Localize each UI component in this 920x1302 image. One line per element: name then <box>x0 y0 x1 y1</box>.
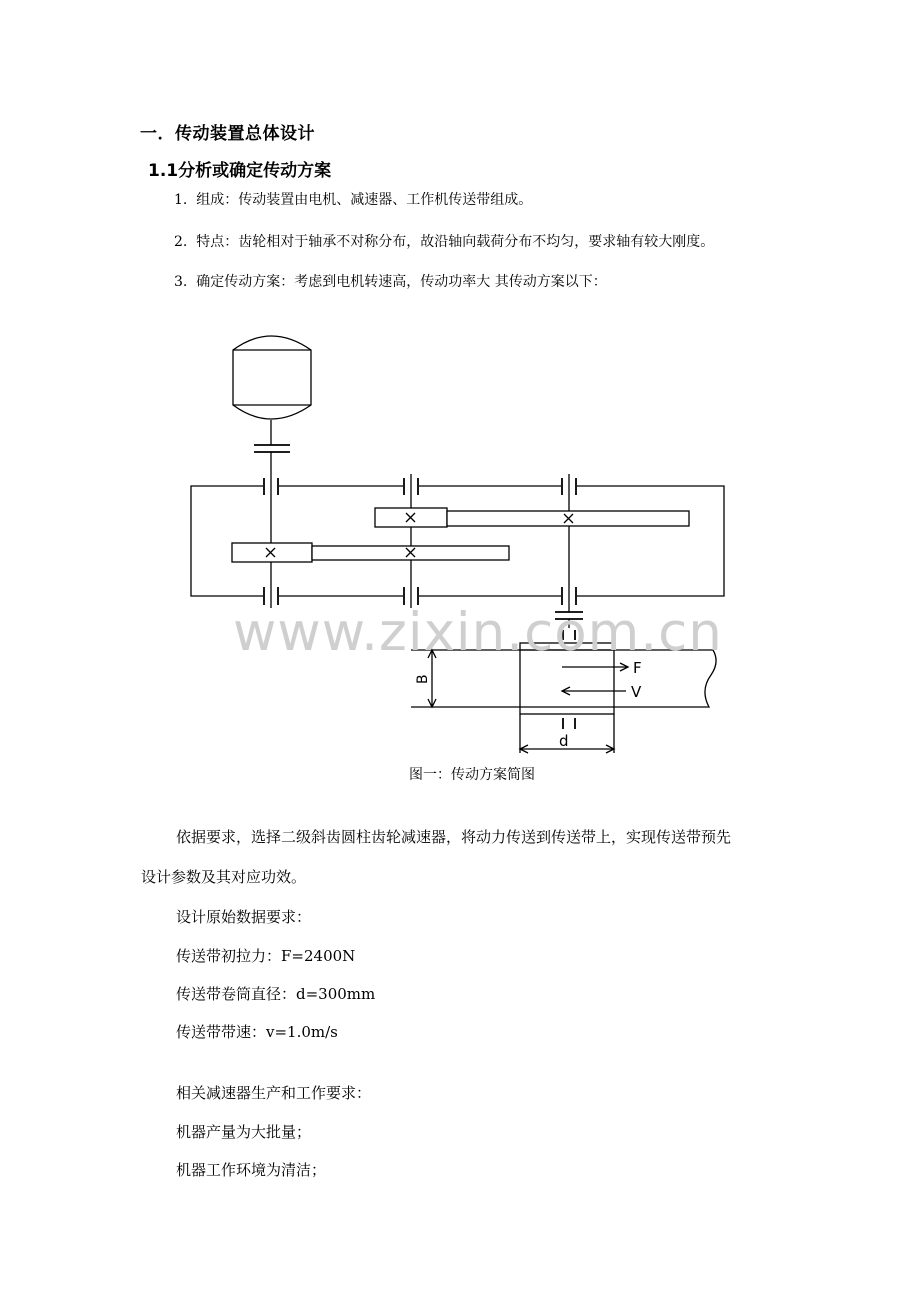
requirement-item: 机器工作环境为清洁； <box>176 1161 327 1179</box>
housing-right <box>577 486 724 596</box>
data-heading: 设计原始数据要求： <box>176 908 312 926</box>
force-label: F <box>633 659 642 677</box>
gear-1 <box>232 543 312 562</box>
section-heading: 一．传动装置总体设计 <box>140 124 315 144</box>
paragraph-line: 依据要求，选择二级斜齿圆柱齿轮减速器，将动力传送到传送带上，实现传送带预先 <box>176 828 732 846</box>
requirement-item: 机器产量为大批量； <box>176 1123 312 1141</box>
subsection-heading: 1.1分析或确定传动方案 <box>148 161 332 181</box>
velocity-label: V <box>631 683 642 701</box>
data-item: 传送带初拉力：F=2400N <box>176 947 356 965</box>
requirements-heading: 相关减速器生产和工作要求： <box>176 1084 372 1102</box>
housing-left <box>191 486 263 596</box>
diameter-label-d: d <box>559 732 569 750</box>
watermark: www.zixin.com.cn <box>233 602 723 663</box>
data-item: 传送带带速：v=1.0m/s <box>176 1023 338 1041</box>
list-number: 1. <box>174 192 188 208</box>
list-text: 组成：传动装置由电机、减速器、工作机传送带组成。 <box>196 192 533 208</box>
motor-icon <box>233 336 311 419</box>
figure-caption: 图一：传动方案简图 <box>409 767 535 783</box>
list-text: 特点：齿轮相对于轴承不对称分布，故沿轴向载荷分布不均匀，要求轴有较大刚度。 <box>196 234 715 250</box>
list-number: 2. <box>174 234 188 250</box>
data-item: 传送带卷筒直径：d=300mm <box>176 985 376 1003</box>
list-number: 3. <box>174 274 188 290</box>
paragraph-line: 设计参数及其对应功效。 <box>141 868 307 886</box>
width-label-b: B <box>415 674 431 684</box>
list-text: 确定传动方案：考虑到电机转速高，传动功率大 其传动方案以下： <box>196 274 607 290</box>
